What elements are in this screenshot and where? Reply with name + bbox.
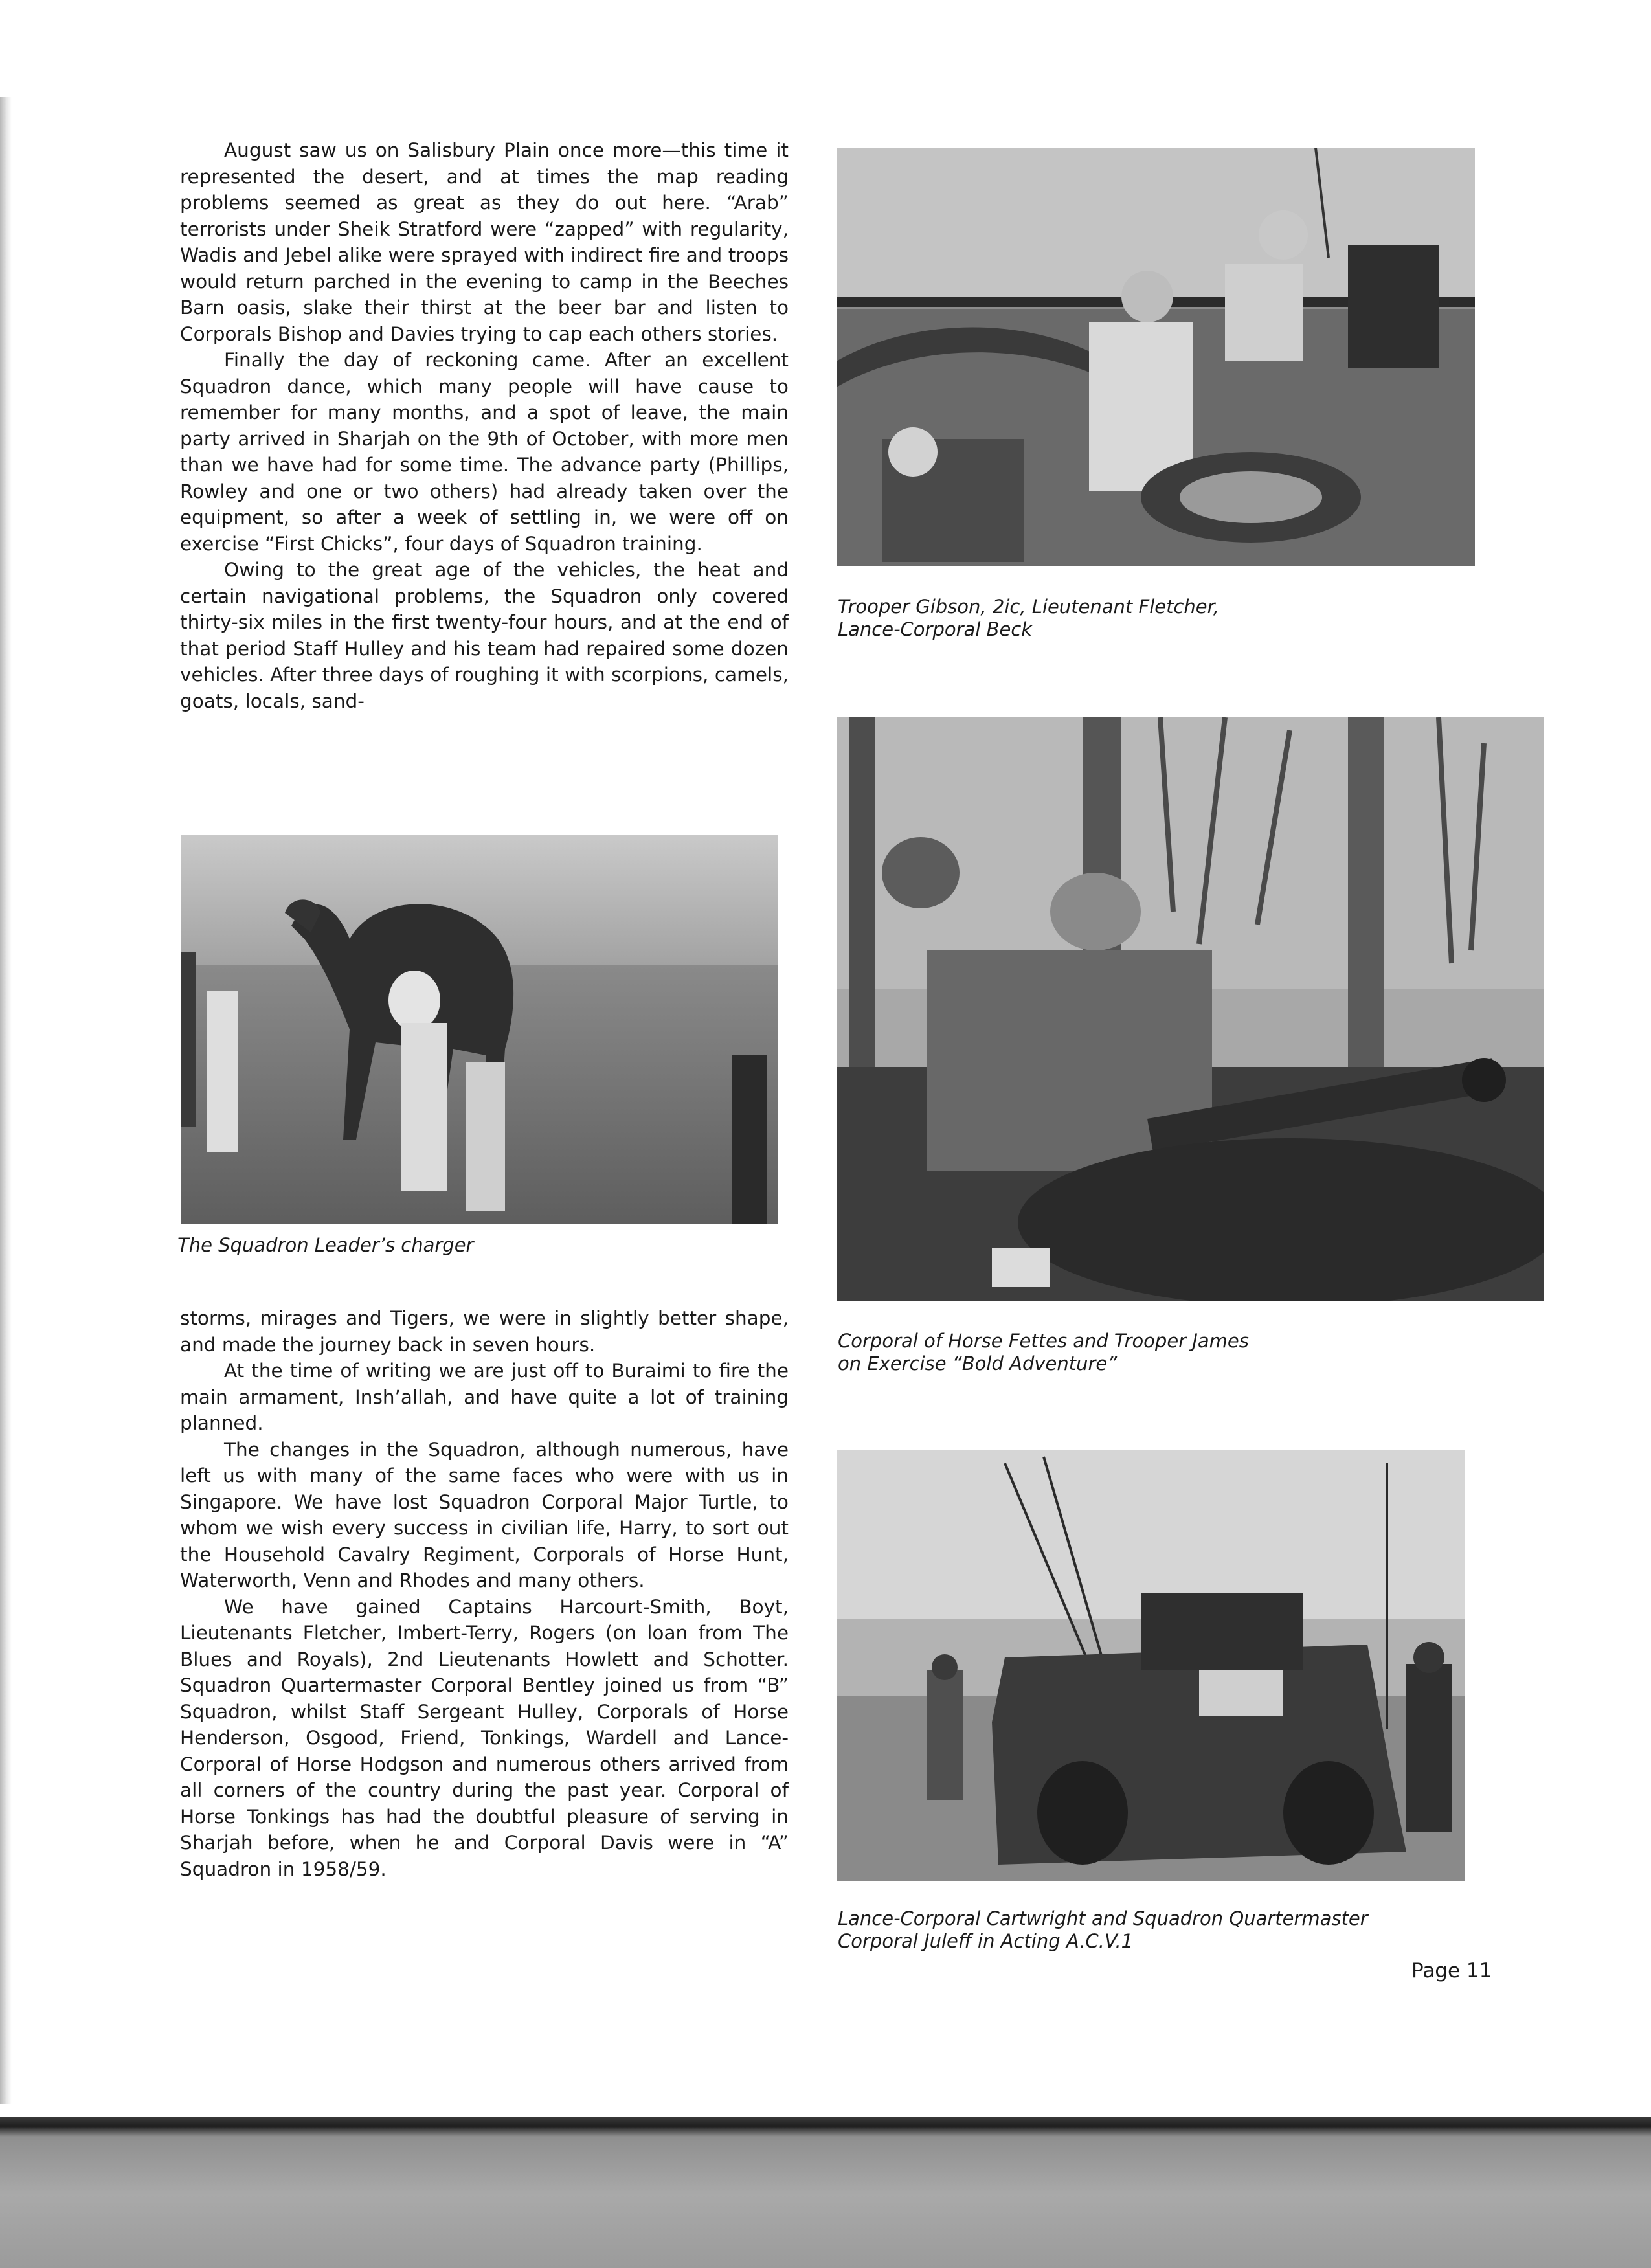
paragraph: August saw us on Salisbury Plain once more—this time it represented the desert, and at times the map reading problems seemed as great as they do out here. “Arab” terrorists under Sheik Stratford were “zapped” with regularity, Wadis and Jebel alike were sprayed with indirect fire and troops would return parched in the evening to camp in the Beeches Barn oasis, slake their thirst at the beer bar and listen to Corporals Bishop and Davies trying to cap each others stories. [180,139,789,345]
caption-forest [838,1330,1249,1375]
caption-acv [838,1907,1368,1953]
paragraph: Finally the day of reckoning came. After an excellent Squadron dance, which many people will have cause to remember for many months, and a spot of leave, the main party arrived in Sharjah on the 9th of October, with more men than we have had for some time. The advance party (Phillips, Rowley and one or two others) had already taken over the equipment, so after a week of settling in, we were off on exercise “First Chicks”, four days of Squadron training. [180,349,789,555]
article-column-bottom [180,1305,789,1882]
page-number: Page 11 [1411,1959,1492,1982]
scan-bottom-edge [0,2117,1651,2268]
article-column-top [180,137,789,714]
caption-line: Trooper Gibson, 2ic, Lieutenant Fletcher, [838,596,1220,618]
paragraph: storms, mirages and Tigers, we were in slightly better shape, and made the journey back in seven hours. [180,1307,789,1356]
caption-tank-crew [838,596,1219,641]
photo-forest-exercise [837,717,1544,1301]
scan-edge-shadow [0,97,12,2104]
paragraph: The changes in the Squadron, although numerous, have left us with many of the same faces who were with us in Singapore. We have lost Squadron Corporal Major Turtle, to whom we wish every success in civilian life, Harry, to sort out the Household Cavalry Regiment, Corporals of Horse Hunt, Waterworth, Venn and Rhodes and many others. [180,1438,789,1591]
caption-line: Corporal of Horse Fettes and Trooper James [838,1330,1249,1352]
caption-line: Lance-Corporal Beck [838,618,1033,640]
caption-line: on Exercise “Bold Adventure” [838,1353,1118,1375]
caption-camel: The Squadron Leader’s charger [177,1234,474,1256]
caption-line: Corporal Juleff in Acting A.C.V.1 [838,1930,1134,1952]
paragraph: Owing to the great age of the vehicles, the heat and certain navigational problems, the Squadron only covered thirty-six miles in the first twenty-four hours, and at the end of that period Staff Hulley and his team had repaired some dozen vehicles. After three days of roughing it with scorpions, camels, goats, locals, sand- [180,559,789,712]
photo-tank-crew [837,148,1475,566]
paragraph: At the time of writing we are just off to Buraimi to fire the main armament, Insh’allah, and have quite a lot of training planned. [180,1360,789,1434]
paragraph: We have gained Captains Harcourt-Smith, Boyt, Lieutenants Fletcher, Imbert-Terry, Rogers (on loan from The Blues and Royals), 2nd Lieutenants Howlett and Schotter. Squadron Quartermaster Corporal Bentley joined us from “B” Squadron, whilst Staff Sergeant Hulley, Corporals of Horse Henderson, Osgood, Friend, Tonkings, Wardell and Lance-Corporal of Horse Hodgson and numerous others arrived from all corners of the country during the past year. Corporal of Horse Tonkings has had the doubtful pleasure of serving in Sharjah before, when he and Corporal Davis were in “A” Squadron in 1958/59. [180,1595,789,1880]
photo-acv-vehicle [837,1450,1465,1881]
caption-line: Lance-Corporal Cartwright and Squadron Quartermaster [838,1907,1368,1929]
photo-camel [181,835,778,1224]
